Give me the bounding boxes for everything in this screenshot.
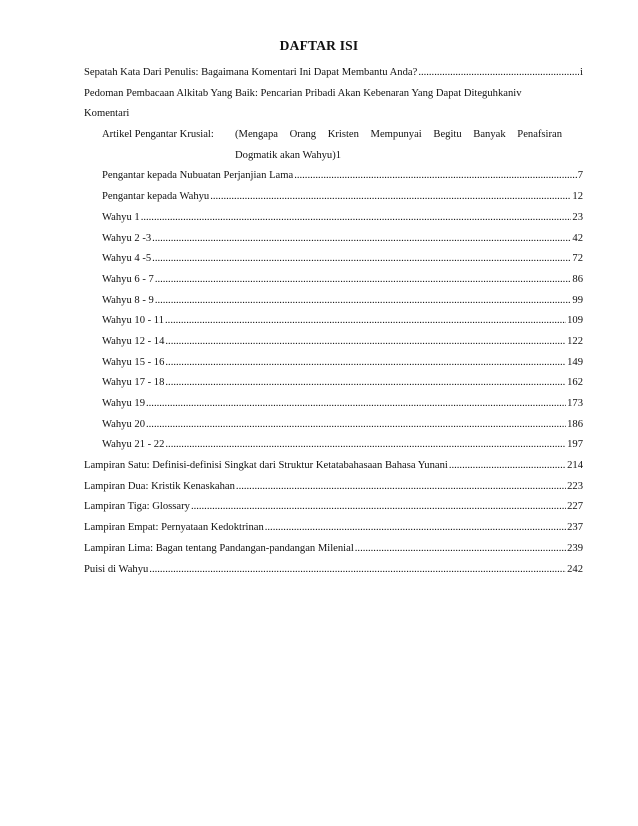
toc-page-number: 149 (567, 356, 583, 368)
toc-page-number: iv (513, 87, 522, 99)
toc-entry[interactable] (102, 335, 583, 348)
toc-leader-dots (165, 356, 566, 369)
toc-entry-pedoman[interactable] (84, 87, 583, 121)
toc-entry[interactable] (102, 438, 583, 451)
toc-entry[interactable] (102, 418, 583, 431)
toc-page-number: 122 (567, 335, 583, 347)
toc-leader-dots (155, 273, 572, 286)
toc-entry-text: Wahyu 4 -5 (102, 253, 152, 265)
toc-entry[interactable] (102, 211, 583, 224)
toc-page-number: 197 (567, 439, 583, 451)
toc-entry-text: Pedoman Pembacaan Alkitab Yang Baik: Pencarian Pribadi Akan Kebenaran Yang Dapat Diteguhkan (84, 87, 514, 99)
toc-entry-text: Wahyu 15 - 16 (102, 356, 165, 368)
toc-leader-dots (165, 376, 566, 389)
toc-entry[interactable] (102, 232, 583, 245)
toc-leader-dots (236, 480, 566, 493)
toc-page-number: 223 (567, 480, 583, 492)
toc-leader-dots (146, 397, 566, 410)
table-of-contents (84, 66, 583, 583)
toc-entry[interactable] (84, 542, 583, 555)
toc-entry[interactable] (102, 356, 583, 369)
toc-leader-dots (141, 211, 572, 224)
toc-page-number: 1 (335, 149, 342, 161)
toc-leader-dots (294, 169, 577, 182)
toc-page-number: i (580, 67, 583, 78)
toc-leader-dots (418, 66, 579, 79)
toc-entry-text: Wahyu 2 -3 (102, 232, 152, 244)
toc-entry[interactable] (102, 273, 583, 286)
toc-entry[interactable] (84, 563, 583, 576)
toc-entry-text: Wahyu 10 - 11 (102, 315, 165, 327)
toc-entry-text: Lampiran Satu: Definisi-definisi Singkat dari Struktur Ketatabahasaan Bahasa Yunani (84, 460, 448, 472)
toc-entry-artikel-pengantar[interactable] (102, 128, 583, 162)
toc-page-number: 186 (567, 418, 583, 430)
toc-leader-dots (449, 459, 566, 472)
toc-entry-text: Lampiran Tiga: Glossary (84, 501, 190, 513)
toc-leader-dots (165, 438, 566, 451)
toc-entry-text: Wahyu 1 (102, 211, 140, 223)
toc-leader-dots (149, 563, 566, 576)
toc-entry[interactable] (102, 252, 583, 265)
toc-entry-text-continued: Dogmatik akan Wahyu) (235, 149, 336, 161)
toc-page-number: 86 (572, 273, 583, 285)
toc-leader-dots (152, 252, 571, 265)
toc-entry-text: Wahyu 12 - 14 (102, 335, 165, 347)
toc-page-number: 99 (572, 294, 583, 306)
toc-entry-text: Pengantar kepada Wahyu (102, 191, 210, 203)
toc-page-number: 214 (567, 460, 583, 472)
toc-entry-text: Lampiran Lima: Bagan tentang Pandangan-pandangan Milenial (84, 542, 354, 554)
toc-entry-label: Artikel Pengantar Krusial: (102, 129, 214, 141)
toc-page-number: 239 (567, 542, 583, 554)
toc-page-number: 7 (577, 170, 583, 182)
toc-entry-text: Lampiran Empat: Pernyataan Kedoktrinan (84, 522, 264, 534)
toc-leader-dots (265, 521, 566, 534)
toc-entry-text: Pengantar kepada Nubuatan Perjanjian Lama (102, 170, 294, 182)
toc-leader-dots (152, 232, 571, 245)
toc-entry[interactable] (102, 190, 583, 203)
toc-entry[interactable] (84, 459, 583, 472)
toc-leader-dots (355, 542, 566, 555)
toc-leader-dots (210, 190, 571, 203)
toc-page-number: 227 (567, 501, 583, 513)
toc-page-number: 162 (567, 377, 583, 389)
toc-entry-text: Wahyu 8 - 9 (102, 294, 154, 306)
toc-page-number: 42 (572, 232, 583, 244)
toc-page-number: 237 (567, 522, 583, 534)
toc-entry[interactable] (84, 500, 583, 513)
toc-entry[interactable] (84, 66, 583, 79)
toc-leader-dots (146, 418, 566, 431)
toc-entry-text: Puisi di Wahyu (84, 563, 149, 575)
toc-leader-dots (191, 500, 566, 513)
toc-entry[interactable] (84, 521, 583, 534)
toc-entry-text: Sepatah Kata Dari Penulis: Bagaimana Komentari Ini Dapat Membantu Anda? (84, 67, 418, 78)
toc-entry[interactable] (102, 397, 583, 410)
page-title: DAFTAR ISI (279, 38, 359, 53)
toc-page-number: 173 (567, 398, 583, 409)
toc-entry-text-continued: Komentari (84, 108, 130, 120)
toc-entry-text: Wahyu 19 (102, 398, 145, 409)
toc-entry[interactable] (102, 376, 583, 389)
toc-entry[interactable] (84, 480, 583, 493)
toc-entry[interactable] (102, 294, 583, 307)
toc-leader-dots (165, 314, 566, 327)
toc-entry[interactable] (102, 169, 583, 182)
toc-entry-text: Lampiran Dua: Kristik Kenaskahan (84, 480, 235, 492)
toc-entry-text: (Mengapa Orang Kristen Mempunyai Begitu Banyak Penafsiran (235, 129, 563, 141)
toc-leader-dots (155, 294, 572, 307)
toc-page-number: 23 (572, 211, 583, 223)
toc-entry-text: Wahyu 6 - 7 (102, 273, 154, 285)
toc-leader-dots (165, 335, 566, 348)
toc-page-number: 242 (567, 563, 583, 575)
toc-entry-text: Wahyu 17 - 18 (102, 377, 165, 389)
toc-entry-text: Wahyu 20 (102, 418, 145, 430)
toc-entry[interactable] (102, 314, 583, 327)
toc-entry-text: Wahyu 21 - 22 (102, 439, 165, 451)
toc-page-number: 109 (567, 315, 583, 327)
toc-page-number: 12 (572, 191, 583, 203)
toc-page-number: 72 (572, 253, 583, 265)
